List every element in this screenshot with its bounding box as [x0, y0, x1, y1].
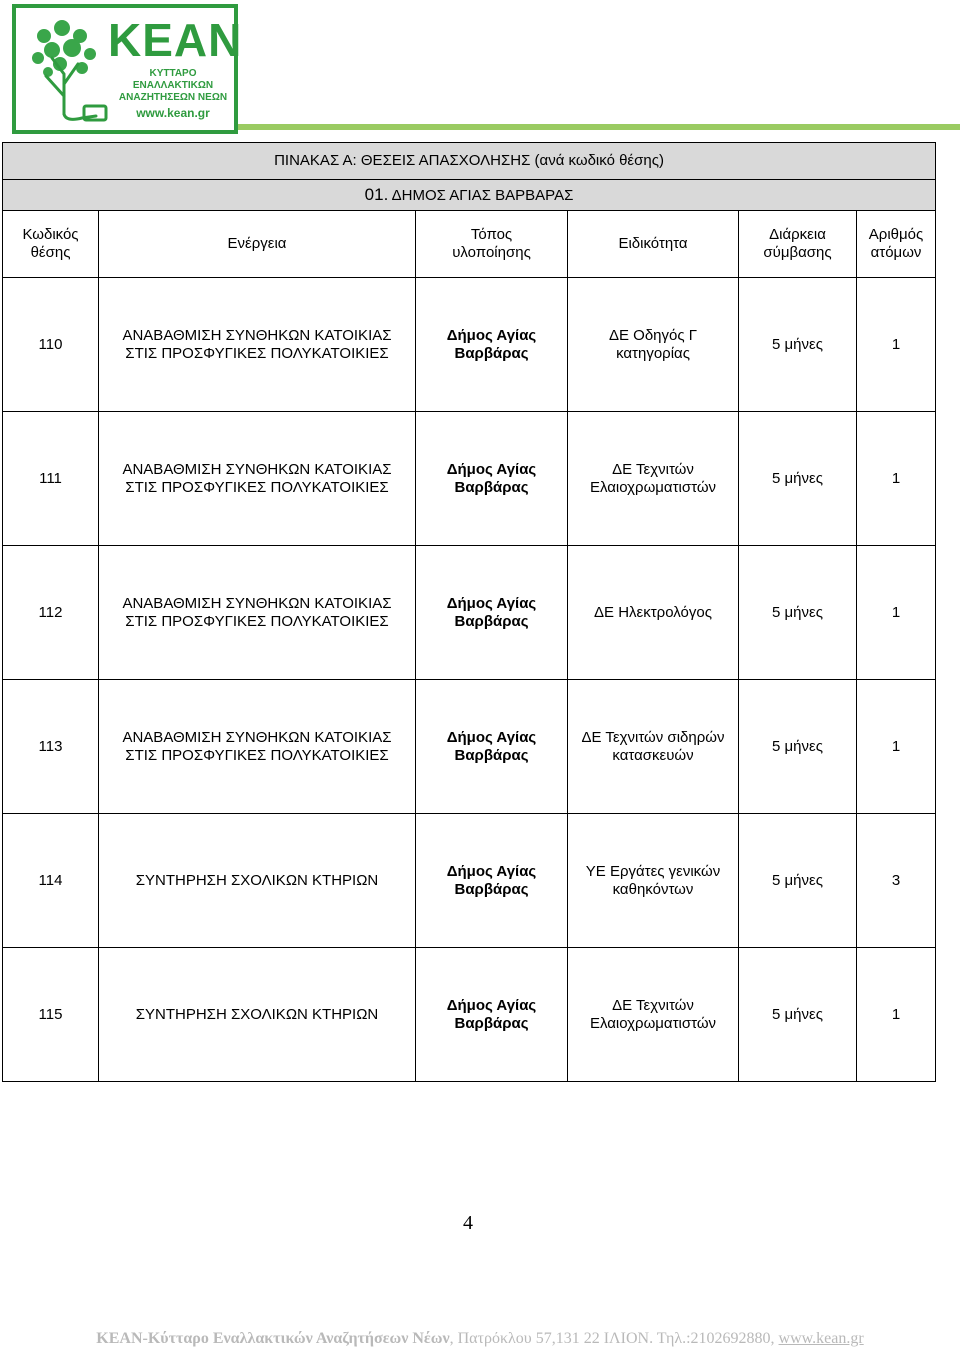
cell-activity [99, 814, 416, 948]
table-row [3, 546, 936, 680]
tree-icon [22, 14, 112, 126]
cell-code-code: 115 [38, 1005, 63, 1023]
kean-logo[interactable] [12, 4, 243, 134]
logo-subtitle-line2: ΑΝΑΖΗΤΗΣΕΩΝ ΝΕΩΝ [118, 92, 228, 103]
table-title-row [3, 143, 936, 180]
header-place-line1: Τόπος [470, 226, 513, 243]
cell-activity [99, 546, 416, 680]
header-code-line2: θέσης [30, 244, 71, 261]
cell-activity-activity-line1: ΣΥΝΤΗΡΗΣΗ ΣΧΟΛΙΚΩΝ ΚΤΗΡΙΩΝ [135, 1005, 379, 1023]
positions-table [2, 142, 936, 1082]
cell-duration [739, 278, 857, 412]
cell-specialty-specialty-line2: Ελαιοχρωματιστών [589, 478, 717, 496]
cell-activity-activity-line1: ΑΝΑΒΑΘΜΙΣΗ ΣΥΝΘΗΚΩΝ ΚΑΤΟΙΚΙΑΣ [122, 460, 392, 478]
cell-place-place-line1: Δήμος Αγίας [446, 460, 537, 478]
column-header-row [3, 211, 936, 278]
cell-activity [99, 278, 416, 412]
cell-persons-persons: 1 [891, 603, 901, 621]
cell-code-code: 112 [38, 603, 63, 621]
cell-persons-persons: 1 [891, 1005, 901, 1023]
cell-place-place-line1: Δήμος Αγίας [446, 728, 537, 746]
cell-place [416, 278, 568, 412]
cell-place-place-line2: Βαρβάρας [454, 612, 529, 630]
footer-org: ΚΕΑΝ-Κύτταρο Εναλλακτικών Αναζητήσεων Νέων [96, 1330, 450, 1347]
cell-code-code: 113 [38, 737, 63, 755]
cell-persons-persons: 1 [891, 737, 901, 755]
cell-specialty [568, 546, 739, 680]
cell-place [416, 948, 568, 1082]
header-rule [238, 124, 960, 130]
cell-specialty-specialty-line1: ΔΕ Τεχνιτών [612, 996, 694, 1014]
table-row [3, 412, 936, 546]
cell-activity-activity-line2: ΣΤΙΣ ΠΡΟΣΦΥΓΙΚΕΣ ΠΟΛΥΚΑΤΟΙΚΙΕΣ [125, 344, 389, 362]
section-name: ΔΗΜΟΣ ΑΓΙΑΣ ΒΑΡΒΑΡΑΣ [391, 186, 574, 204]
cell-persons [857, 546, 936, 680]
logo-url: www.kean.gr [136, 106, 210, 120]
cell-code [3, 680, 99, 814]
cell-specialty [568, 680, 739, 814]
cell-specialty [568, 278, 739, 412]
cell-activity-activity-line1: ΑΝΑΒΑΘΜΙΣΗ ΣΥΝΘΗΚΩΝ ΚΑΤΟΙΚΙΑΣ [122, 728, 392, 746]
cell-duration-duration: 5 μήνες [772, 871, 823, 889]
logo-name: ΚΕΑΝ [108, 14, 243, 66]
cell-duration-duration: 5 μήνες [772, 469, 823, 487]
page-header [0, 0, 960, 140]
cell-code-code: 111 [39, 469, 62, 487]
header-duration-line2: σύμβασης [763, 244, 832, 261]
cell-specialty-specialty-line2: κατασκευών [612, 746, 694, 764]
cell-place-place-line1: Δήμος Αγίας [446, 594, 537, 612]
cell-specialty-specialty-line2: Ελαιοχρωματιστών [589, 1014, 717, 1032]
cell-persons-persons: 1 [891, 469, 901, 487]
header-place [416, 211, 568, 278]
table-title: ΠΙΝΑΚΑΣ Α: ΘΕΣΕΙΣ ΑΠΑΣΧΟΛΗΣΗΣ (ανά κωδικό θέσης) [3, 143, 936, 180]
cell-place-place-line2: Βαρβάρας [454, 746, 529, 764]
logo-subtitle [108, 68, 238, 104]
cell-specialty [568, 814, 739, 948]
cell-place-place-line2: Βαρβάρας [454, 344, 529, 362]
cell-duration-duration: 5 μήνες [772, 1005, 823, 1023]
cell-persons-persons: 3 [891, 871, 901, 889]
cell-place [416, 680, 568, 814]
cell-specialty-specialty-line1: ΔΕ Ηλεκτρολόγος [594, 603, 712, 621]
table-row [3, 814, 936, 948]
cell-specialty-specialty-line1: ΔΕ Τεχνιτών σιδηρών [581, 728, 725, 746]
cell-code [3, 948, 99, 1082]
cell-code [3, 814, 99, 948]
table-row [3, 948, 936, 1082]
header-persons [857, 211, 936, 278]
header-activity: Ενέργεια [99, 211, 416, 278]
header-persons-line2: ατόμων [870, 244, 922, 261]
cell-place-place-line2: Βαρβάρας [454, 478, 529, 496]
cell-duration-duration: 5 μήνες [772, 603, 823, 621]
section-row [3, 180, 936, 211]
table-row [3, 278, 936, 412]
cell-place-place-line1: Δήμος Αγίας [446, 996, 537, 1014]
cell-code [3, 278, 99, 412]
page-number: 4 [463, 1212, 473, 1234]
cell-duration [739, 814, 857, 948]
cell-code-code: 110 [38, 335, 63, 353]
cell-activity-activity-line2: ΣΤΙΣ ΠΡΟΣΦΥΓΙΚΕΣ ΠΟΛΥΚΑΤΟΙΚΙΕΣ [125, 612, 389, 630]
cell-activity-activity-line1: ΣΥΝΤΗΡΗΣΗ ΣΧΟΛΙΚΩΝ ΚΤΗΡΙΩΝ [135, 871, 379, 889]
section-number: 01. [364, 184, 389, 204]
cell-duration [739, 546, 857, 680]
cell-specialty-specialty-line2: καθηκόντων [612, 880, 694, 898]
cell-specialty-specialty-line1: ΥΕ Εργάτες γενικών [585, 862, 721, 880]
footer-address: , Πατρόκλου 57,131 22 ΙΛΙΟΝ. Τηλ.:2102692880, [449, 1330, 775, 1347]
cell-code [3, 546, 99, 680]
cell-duration-duration: 5 μήνες [772, 335, 823, 353]
cell-persons [857, 948, 936, 1082]
cell-persons [857, 278, 936, 412]
cell-specialty-specialty-line1: ΔΕ Οδηγός Γ [608, 326, 698, 344]
logo-subtitle-line1: ΚΥΤΤΑΡΟ ΕΝΑΛΛΑΚΤΙΚΩΝ [132, 68, 214, 91]
cell-persons-persons: 1 [891, 335, 901, 353]
page-footer [0, 1330, 960, 1348]
table-row [3, 680, 936, 814]
cell-specialty-specialty-line2: κατηγορίας [616, 344, 690, 362]
cell-activity-activity-line2: ΣΤΙΣ ΠΡΟΣΦΥΓΙΚΕΣ ΠΟΛΥΚΑΤΟΙΚΙΕΣ [125, 746, 389, 764]
footer-link[interactable]: www.kean.gr [778, 1330, 864, 1347]
cell-code-code: 114 [38, 871, 63, 889]
header-code [3, 211, 99, 278]
cell-code [3, 412, 99, 546]
cell-specialty-specialty-line1: ΔΕ Τεχνιτών [612, 460, 694, 478]
cell-activity [99, 680, 416, 814]
cell-place-place-line1: Δήμος Αγίας [446, 326, 537, 344]
header-persons-line1: Αριθμός [868, 226, 924, 243]
cell-place [416, 412, 568, 546]
cell-persons [857, 680, 936, 814]
section-heading [3, 180, 936, 211]
cell-place-place-line2: Βαρβάρας [454, 880, 529, 898]
cell-persons [857, 814, 936, 948]
header-duration [739, 211, 857, 278]
cell-specialty [568, 412, 739, 546]
cell-activity-activity-line1: ΑΝΑΒΑΘΜΙΣΗ ΣΥΝΘΗΚΩΝ ΚΑΤΟΙΚΙΑΣ [122, 326, 392, 344]
cell-duration [739, 680, 857, 814]
header-code-line1: Κωδικός [22, 226, 79, 243]
cell-duration [739, 412, 857, 546]
cell-specialty [568, 948, 739, 1082]
header-duration-line1: Διάρκεια [769, 226, 826, 243]
cell-duration-duration: 5 μήνες [772, 737, 823, 755]
cell-place [416, 546, 568, 680]
cell-persons [857, 412, 936, 546]
cell-place [416, 814, 568, 948]
cell-activity [99, 948, 416, 1082]
cell-place-place-line1: Δήμος Αγίας [446, 862, 537, 880]
cell-activity [99, 412, 416, 546]
cell-place-place-line2: Βαρβάρας [454, 1014, 529, 1032]
header-specialty: Ειδικότητα [568, 211, 739, 278]
cell-duration [739, 948, 857, 1082]
cell-activity-activity-line1: ΑΝΑΒΑΘΜΙΣΗ ΣΥΝΘΗΚΩΝ ΚΑΤΟΙΚΙΑΣ [122, 594, 392, 612]
cell-activity-activity-line2: ΣΤΙΣ ΠΡΟΣΦΥΓΙΚΕΣ ΠΟΛΥΚΑΤΟΙΚΙΕΣ [125, 478, 389, 496]
header-place-line2: υλοποίησης [452, 244, 531, 261]
